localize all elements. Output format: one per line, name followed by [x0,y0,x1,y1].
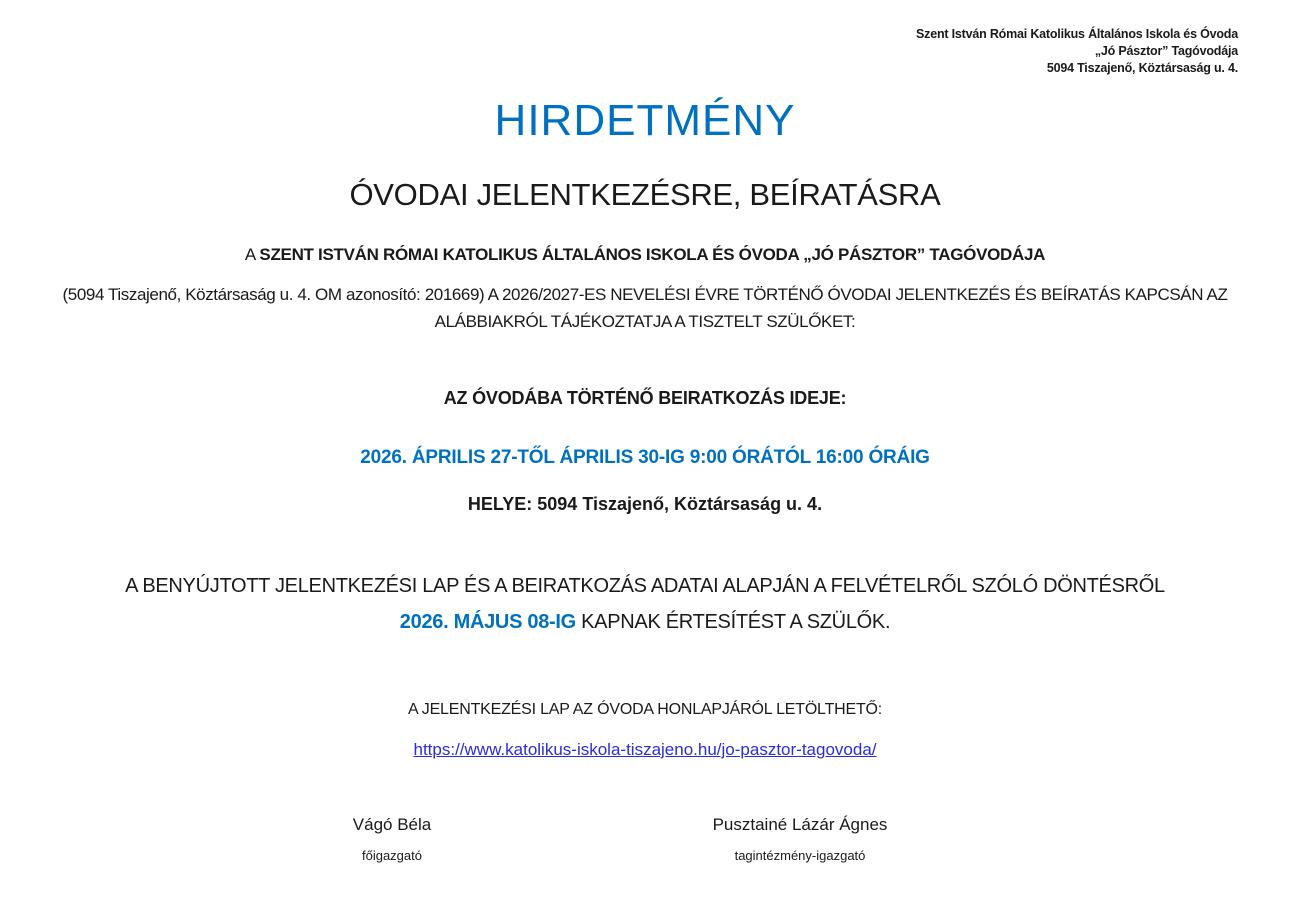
institution-line-prefix: A [244,245,260,264]
intro-paragraph: (5094 Tiszajenő, Köztársaság u. 4. OM azonosító: 201669) A 2026/2027-ES NEVELÉSI ÉVRE TÖRTÉNŐ ÓVODAI JELENTKEZÉS ÉS BEÍRATÁS KAPCSÁN AZ ALÁBBIAKRÓL TÁJÉKOZTATJA A TISZTELT SZÜLŐKET: [62,285,1228,331]
download-link-wrap [0,740,1290,760]
decision-deadline-highlight: 2026. MÁJUS 08-IG [399,611,576,633]
signature-right [713,814,888,864]
enrollment-location-line: HELYE: 5094 Tiszajenő, Köztársaság u. 4. [467,494,823,514]
signature-left [353,814,431,864]
intro-paragraph-wrap [0,281,1290,335]
enrollment-time-heading: AZ ÓVODÁBA TÖRTÉNŐ BEIRATKOZÁS IDEJE: [443,388,847,408]
document-title: HIRDETMÉNY [494,96,796,145]
letterhead-branch-name: „Jó Pásztor” Tagóvodája [1094,44,1238,58]
letterhead-address: 5094 Tiszajenő, Köztársaság u. 4. [1046,61,1238,75]
signature-name: Pusztainé Lázár Ágnes [712,815,888,834]
letterhead [916,26,1238,77]
application-form-link[interactable]: https://www.katolikus-iskola-tiszajeno.hu/jo-pasztor-tagovoda/ [413,740,877,759]
signature-name: Vágó Béla [352,815,432,834]
decision-text-after: KAPNAK ÉRTESÍTÉST A SZÜLŐK. [575,611,891,633]
institution-line-bold: SZENT ISTVÁN RÓMAI KATOLIKUS ÁLTALÁNOS ISKOLA ÉS ÓVODA „JÓ PÁSZTOR” TAGÓVODÁJA [259,245,1046,264]
enrollment-date-line: 2026. ÁPRILIS 27-TŐL ÁPRILIS 30-IG 9:00 ÓRÁTÓL 16:00 ÓRÁIG [360,447,930,468]
download-label: A JELENTKEZÉSI LAP AZ ÓVODA HONLAPJÁRÓL LETÖLTHETŐ: [407,701,883,718]
document-subtitle: ÓVODAI JELENTKEZÉSRE, BEÍRATÁSRA [349,177,941,212]
decision-text-before: A BENYÚJTOTT JELENTKEZÉSI LAP ÉS A BEIRATKOZÁS ADATAI ALAPJÁN A FELVÉTELRŐL SZÓLÓ DÖNTÉSRŐL [125,575,1165,597]
signature-role: főigazgató [361,848,422,863]
institution-line [0,244,1290,266]
decision-paragraph [0,568,1290,640]
letterhead-institution-name: Szent István Római Katolikus Általános Iskola és Óvoda [916,27,1238,41]
signature-role: tagintézmény-igazgató [734,848,866,863]
